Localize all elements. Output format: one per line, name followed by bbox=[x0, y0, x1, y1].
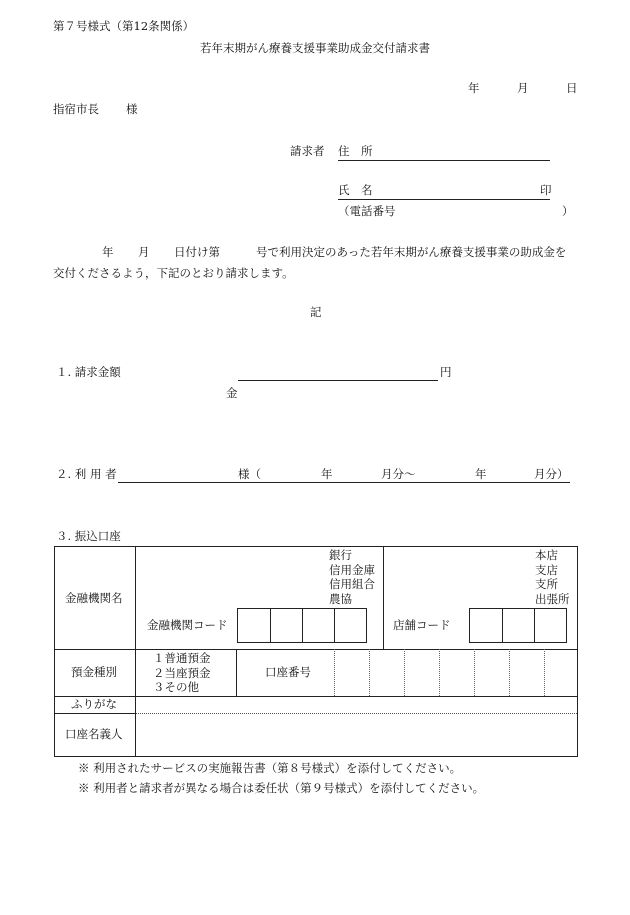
account-holder-label: 口座名義人 bbox=[65, 727, 123, 741]
code-divider bbox=[534, 609, 535, 642]
address-label: 住 所 bbox=[338, 144, 373, 158]
deposit-options bbox=[153, 651, 211, 695]
bank-type-shinkumi[interactable]: 信用組合 bbox=[329, 577, 375, 591]
period-month2: 月分） bbox=[534, 467, 569, 481]
digit-divider bbox=[369, 649, 370, 696]
phone-label: （電話番号 bbox=[338, 204, 396, 218]
bank-type-bank[interactable]: 銀行 bbox=[329, 548, 352, 562]
seal-mark: 印 bbox=[540, 183, 552, 197]
bank-type-shinkin[interactable]: 信用金庫 bbox=[329, 562, 375, 577]
period-month1: 月分～ bbox=[381, 467, 416, 481]
note-proxy: ※ 利用者と請求者が異なる場合は委任状（第９号様式）を添付してください。 bbox=[78, 781, 485, 795]
user-field[interactable] bbox=[118, 482, 570, 483]
digit-divider bbox=[404, 649, 405, 696]
branch-type-list bbox=[535, 548, 570, 606]
date-month: 月 bbox=[517, 81, 529, 95]
name-field[interactable] bbox=[338, 199, 550, 200]
body-line1-rest: 号で利用決定のあった若年末期がん療養支援事業の助成金を bbox=[256, 245, 567, 259]
furigana-label: ふりがな bbox=[71, 697, 117, 711]
bank-account-table bbox=[54, 546, 578, 757]
date-year: 年 bbox=[468, 81, 480, 95]
period-year1: 年 bbox=[321, 467, 333, 481]
phone-close: ） bbox=[562, 204, 574, 218]
digit-divider bbox=[439, 649, 440, 696]
amount-field[interactable] bbox=[238, 380, 438, 381]
branch-type-branch[interactable]: 支店 bbox=[535, 562, 558, 577]
yen-label: 円 bbox=[440, 365, 452, 379]
body-month: 月 bbox=[138, 245, 150, 259]
user-sama: 様（ bbox=[238, 467, 261, 481]
kin-label: 金 bbox=[226, 386, 238, 400]
furigana-divider bbox=[135, 713, 577, 714]
branch-code-boxes[interactable] bbox=[469, 608, 567, 643]
addressee-name: 指宿市長 bbox=[53, 102, 99, 116]
deposit-option-other[interactable]: ３その他 bbox=[153, 680, 199, 694]
bank-code-boxes[interactable] bbox=[237, 608, 367, 643]
item3-label: ３. 振込口座 bbox=[56, 529, 121, 543]
branch-type-office[interactable]: 支所 bbox=[535, 577, 558, 591]
item1-label: １. 請求金額 bbox=[56, 365, 121, 379]
address-field[interactable] bbox=[338, 160, 550, 161]
deposit-option-ordinary[interactable]: １普通預金 bbox=[153, 651, 211, 665]
code-divider bbox=[502, 609, 503, 642]
deposit-type-label: 預金種別 bbox=[71, 665, 117, 679]
digit-divider bbox=[474, 649, 475, 696]
period-year2: 年 bbox=[475, 467, 487, 481]
row-divider bbox=[55, 713, 135, 714]
note-report: ※ 利用されたサービスの実施報告書（第８号様式）を添付してください。 bbox=[78, 761, 462, 775]
body-day-ref: 日付け第 bbox=[174, 245, 220, 259]
body-year: 年 bbox=[102, 245, 114, 259]
form-number: 第７号様式（第12条関係） bbox=[53, 19, 195, 33]
branch-type-outpost[interactable]: 出張所 bbox=[535, 591, 570, 606]
deposit-option-current[interactable]: ２当座預金 bbox=[153, 665, 211, 680]
col-divider bbox=[135, 547, 136, 756]
bank-name-label: 金融機関名 bbox=[65, 591, 123, 605]
date-day: 日 bbox=[566, 81, 578, 95]
bank-type-list bbox=[329, 548, 375, 606]
bank-code-label: 金融機関コード bbox=[147, 618, 228, 632]
row-divider bbox=[55, 649, 577, 650]
digit-divider bbox=[509, 649, 510, 696]
row-divider bbox=[55, 696, 577, 697]
account-number-label: 口座番号 bbox=[265, 665, 311, 679]
form-title: 若年末期がん療養支援事業助成金交付請求書 bbox=[200, 41, 430, 55]
item2-label: ２. 利 用 者 bbox=[56, 467, 117, 481]
branch-type-main[interactable]: 本店 bbox=[535, 548, 558, 562]
col-divider bbox=[383, 547, 384, 649]
bank-type-nokyo[interactable]: 農協 bbox=[329, 591, 352, 606]
digit-divider bbox=[544, 649, 545, 696]
claimant-label: 請求者 bbox=[290, 144, 325, 158]
code-divider bbox=[334, 609, 335, 642]
addressee-honorific: 様 bbox=[126, 102, 138, 116]
code-divider bbox=[270, 609, 271, 642]
name-label: 氏 名 bbox=[338, 183, 373, 197]
branch-code-label: 店舗コード bbox=[393, 618, 451, 632]
ki-label: 記 bbox=[310, 305, 322, 319]
code-divider bbox=[302, 609, 303, 642]
digit-divider bbox=[334, 649, 335, 696]
body-line2: 交付くださるよう，下記のとおり請求します。 bbox=[53, 266, 294, 280]
col-divider bbox=[236, 649, 237, 696]
